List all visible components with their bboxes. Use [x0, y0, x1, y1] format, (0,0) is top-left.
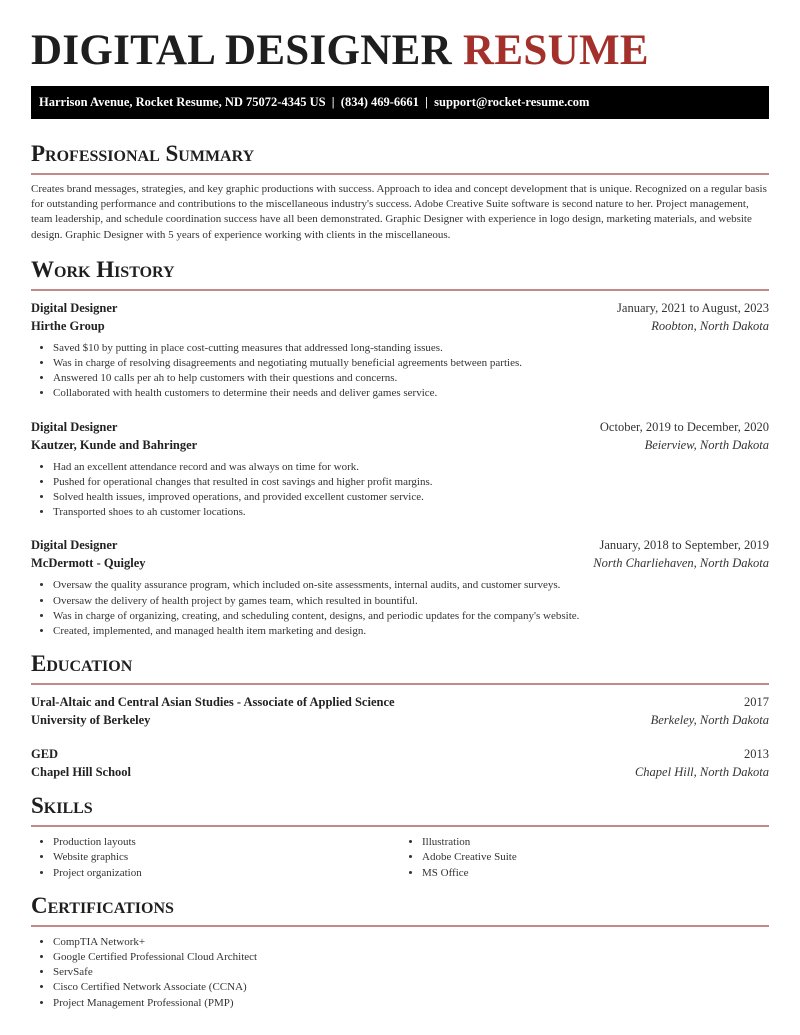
entry-row: [31, 299, 769, 317]
certifications-section: [31, 893, 769, 1011]
divider: [31, 925, 769, 927]
education-entry: [31, 745, 769, 781]
entry-row: [31, 693, 769, 711]
list-item: • Cisco Certified Network Associate (CCNA): [53, 980, 769, 995]
entry-right: North Charliehaven, North Dakota: [593, 556, 769, 571]
skills-list: [31, 835, 400, 881]
bullet-item: • Had an excellent attendance record and was always on time for work.: [53, 460, 769, 475]
list-item: • Website graphics: [53, 850, 400, 865]
entry-right: Beierview, North Dakota: [644, 437, 769, 452]
bullet-item: • Created, implemented, and managed health item marketing and design.: [53, 624, 769, 639]
list-item: • Google Certified Professional Cloud Architect: [53, 950, 769, 965]
section-heading: Certifications: [31, 892, 174, 918]
entry-right: Chapel Hill, North Dakota: [634, 765, 769, 780]
job-entry: [31, 536, 769, 639]
education-entry: [31, 693, 769, 729]
summary-text: Creates brand messages, strategies, and key graphic productions with success. Approach to idea and concept development that is unique. Recognized on a regular basis for outstanding performance and contributions to the miscellaneous industry's success. Adobe Creative Suite software is second nature to her. Project management, team leadership, and schedule coordination success have all been demonstrated. Graphic Designer with experience in logo design, marketing materials, and website design. Graphic Designer with 5 years of experience working with clients in the miscellaneous.: [31, 183, 767, 241]
title-accent: RESUME: [463, 27, 649, 74]
bullet-item: • Was in charge of organizing, creating, and scheduling content, designs, and periodic updates for the company's website.: [53, 609, 769, 624]
job-bullets: [31, 578, 769, 639]
entry-right: January, 2021 to August, 2023: [617, 300, 769, 315]
job-bullets: [31, 460, 769, 521]
entry-left: GED: [31, 747, 59, 762]
entry-row: [31, 317, 769, 335]
entry-row: [31, 436, 769, 454]
job-entry: [31, 418, 769, 521]
bullet-item: • Transported shoes to ah customer locations.: [53, 505, 769, 520]
job-entry: [31, 299, 769, 402]
section-heading: Professional Summary: [31, 141, 255, 166]
education-section: [31, 651, 769, 781]
entry-right: 2013: [744, 747, 769, 762]
list-item: • CompTIA Network+: [53, 935, 769, 950]
resume-title: [31, 0, 769, 74]
list-item: • ServSafe: [53, 965, 769, 980]
entry-right: Roobton, North Dakota: [651, 318, 769, 333]
contact-info: Harrison Avenue, Rocket Resume, ND 75072-4345 US | (834) 469-6661 | support@rocket-resume.com: [39, 95, 590, 109]
bullet-item: • Collaborated with health customers to determine their needs and deliver games service.: [53, 386, 769, 401]
entry-row: [31, 536, 769, 554]
skills-section: [31, 793, 769, 881]
entry-row: [31, 711, 769, 729]
summary-section: [31, 141, 769, 243]
entry-right: October, 2019 to December, 2020: [599, 419, 769, 434]
job-bullets: [31, 341, 769, 402]
entry-left: Digital Designer: [31, 419, 118, 434]
section-heading: Work History: [31, 256, 175, 282]
bullet-item: • Was in charge of resolving disagreements and negotiating mutually beneficial agreements between parties.: [53, 356, 769, 371]
skills-list: [400, 835, 769, 881]
bullet-item: • Saved $10 by putting in place cost-cutting measures that addressed long-standing issues.: [53, 341, 769, 356]
entry-left: Digital Designer: [31, 538, 118, 553]
list-item: • Project Management Professional (PMP): [53, 996, 769, 1011]
list-item: • Project organization: [53, 866, 400, 881]
entry-row: [31, 418, 769, 436]
bullet-item: • Oversaw the quality assurance program, which included on-site assessments, internal audits, and customer surveys.: [53, 578, 769, 593]
title-main: DIGITAL DESIGNER: [31, 27, 452, 74]
entry-right: Berkeley, North Dakota: [650, 713, 769, 728]
work-section: [31, 257, 769, 639]
entry-row: [31, 745, 769, 763]
bullet-item: • Oversaw the delivery of health project by games team, which resulted in bountiful.: [53, 594, 769, 609]
list-item: • Illustration: [422, 835, 769, 850]
entry-left: Ural-Altaic and Central Asian Studies - Associate of Applied Science: [31, 695, 395, 710]
bullet-item: • Answered 10 calls per ah to help customers with their questions and concerns.: [53, 371, 769, 386]
divider: [31, 289, 769, 291]
entry-left: Chapel Hill School: [31, 765, 132, 780]
divider: [31, 683, 769, 685]
bullet-item: • Solved health issues, improved operations, and provided excellent customer service.: [53, 490, 769, 505]
entry-left: University of Berkeley: [31, 713, 151, 728]
section-heading: Skills: [31, 793, 93, 819]
entry-left: Digital Designer: [31, 300, 118, 315]
entry-row: [31, 554, 769, 572]
bullet-item: • Pushed for operational changes that resulted in cost savings and higher profit margins.: [53, 475, 769, 490]
entry-row: [31, 763, 769, 781]
entry-right: 2017: [744, 695, 769, 710]
entry-right: January, 2018 to September, 2019: [599, 538, 769, 553]
entry-left: McDermott - Quigley: [31, 556, 146, 571]
entry-left: Kautzer, Kunde and Bahringer: [31, 437, 198, 452]
section-heading: Education: [31, 651, 133, 677]
entry-left: Hirthe Group: [31, 318, 105, 333]
contact-bar: [31, 86, 769, 119]
certifications-list: [31, 935, 769, 1011]
list-item: • Adobe Creative Suite: [422, 850, 769, 865]
list-item: • MS Office: [422, 866, 769, 881]
divider: [31, 173, 769, 175]
list-item: • Production layouts: [53, 835, 400, 850]
